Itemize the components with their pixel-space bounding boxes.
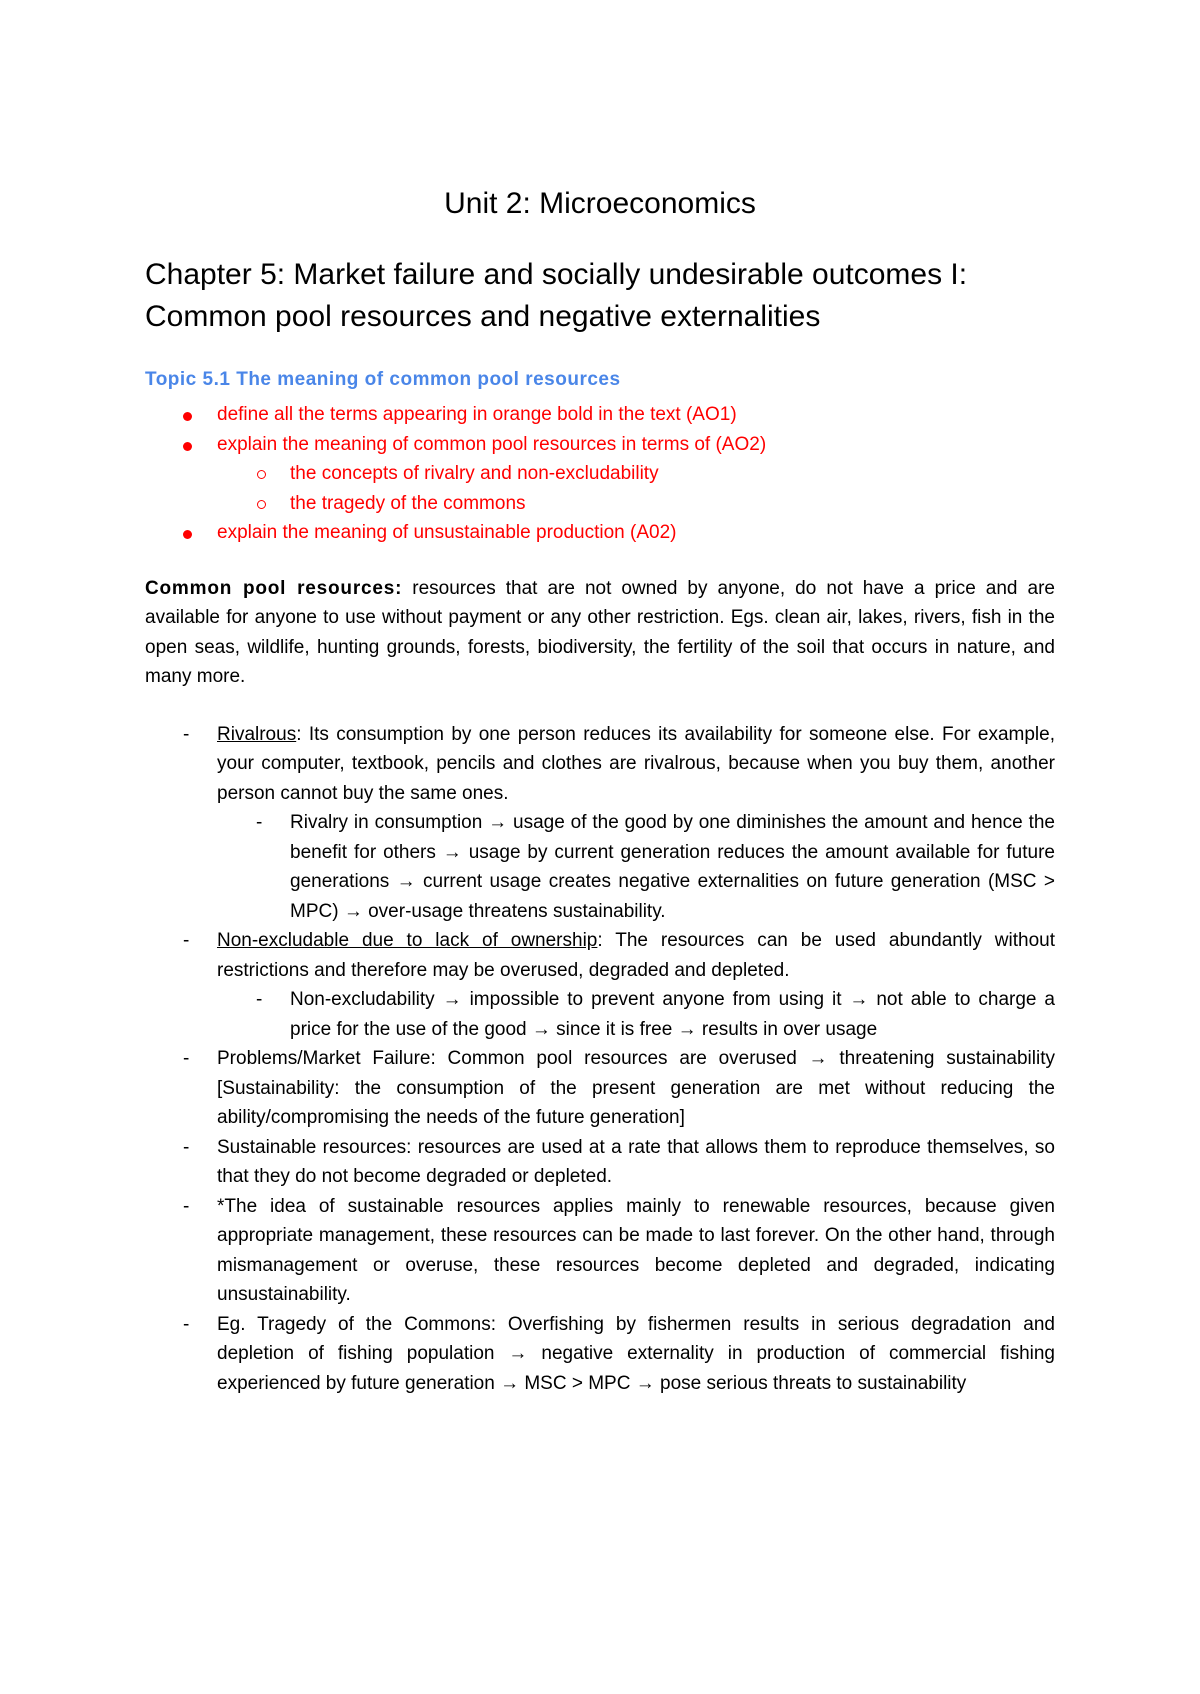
non-excludable-label: Non-excludable due to lack of ownership [217,930,598,951]
objective-item: explain the meaning of common pool resources in terms of (AO2) [145,430,1055,460]
learning-objectives-list [145,400,1055,548]
bullet-icon [183,442,192,451]
hollow-bullet-icon [257,500,266,509]
unit-title: Unit 2: Microeconomics [444,187,756,220]
dash-marker: - [183,930,190,951]
dash-marker: - [183,1048,190,1069]
objective-item: define all the terms appearing in orange bold in the text (AO1) [145,400,1055,430]
dash-marker: - [183,1136,190,1158]
hollow-bullet-icon [257,470,266,479]
note-non-excludability-sub: - Non-excludability → impossible to prevent anyone from using it → not able to charge a price for the use of the good → since it is free → results in over usage [145,985,1055,1044]
dash-marker: - [256,812,263,833]
rivalrous-label: Rivalrous [217,723,297,745]
definition-paragraph [145,574,1055,692]
bullet-icon [183,412,192,421]
dash-marker: - [256,989,263,1010]
note-rivalrous: - Rivalrous: Its consumption by one person reduces its availability for someone else. For example, your computer, textbook, pencils and clothes are rivalrous, because when you buy them, another person cannot buy the same ones. [145,720,1055,809]
definition-text: resources that are not owned by anyone, do not have a price and are available for anyone to use without payment or any other restriction. Egs. clean air, lakes, rivers, fish in the open seas, wildlife, hunting grounds, forests, biodiversity, the fertility of the soil that occurs in nature, and many more. [145,577,1055,687]
dash-marker: - [183,723,190,745]
note-idea: - *The idea of sustainable resources applies mainly to renewable resources, because given appropriate management, these resources can be made to last forever. On the other hand, through mismanagement or overuse, these resources become depleted and degraded, indicating unsustainability. [145,1192,1055,1310]
bullet-icon [183,530,192,539]
chapter-title: Chapter 5: Market failure and socially undesirable outcomes I: Common pool resources and negative externalities [145,258,968,333]
note-rivalry-sub: - Rivalry in consumption → usage of the good by one diminishes the amount and hence the benefit for others → usage by current generation reduces the amount available for future generations → current usage creates negative externalities on future generation (MSC > MPC) → over-usage threatens sustainability. [145,808,1055,926]
notes-list [145,720,1055,1399]
note-tragedy: - Eg. Tragedy of the Commons: Overfishing by fishermen results in serious degradation and depletion of fishing population → negative externality in production of commercial fishing experienced by future generation → MSC > MPC → pose serious threats to sustainability [145,1310,1055,1399]
objective-subitem: the concepts of rivalry and non-excludability [145,459,1055,489]
note-non-excludable: - Non-excludable due to lack of ownership: The resources can be used abundantly without restrictions and therefore may be overused, degraded and depleted. [145,926,1055,985]
topic-heading: Topic 5.1 The meaning of common pool resources [145,369,621,390]
dash-marker: - [183,1313,190,1335]
objective-subitem: the tragedy of the commons [145,489,1055,519]
note-sustainable: - Sustainable resources: resources are used at a rate that allows them to reproduce themselves, so that they do not become degraded or depleted. [145,1133,1055,1192]
dash-marker: - [183,1195,190,1217]
objective-item: explain the meaning of unsustainable production (A02) [145,518,1055,548]
definition-term: Common pool resources: [145,577,403,599]
note-problems: - Problems/Market Failure: Common pool resources are overused → threatening sustainability [Sustainability: the consumption of the present generation are met without reducing the ability/compromising the needs of the future generation] [145,1044,1055,1133]
